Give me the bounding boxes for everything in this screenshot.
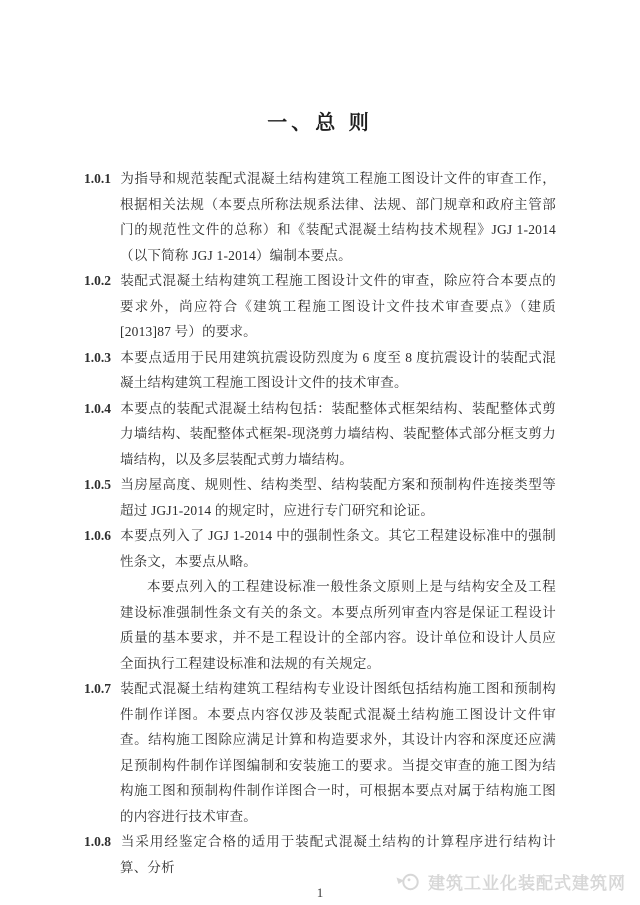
clause-text: 本要点的装配式混凝土结构包括：装配整体式框架结构、装配整体式剪力墙结构、装配整体式框架-现浇剪力墙结构、装配整体式部分框支剪力墙结构，以及多层装配式剪力墙结构。 [120,400,556,467]
clause-number: 1.0.2 [84,273,111,288]
bird-logo-icon [395,871,421,893]
clause-number: 1.0.1 [84,171,111,186]
clause-number: 1.0.8 [84,834,111,849]
clause-1.0.2 [84,268,556,345]
clause-text: 装配式混凝土结构建筑工程施工图设计文件的审查，除应符合本要点的要求外，尚应符合《建筑工程施工图设计文件技术审查要点》（建质[2013]87 号）的要求。 [120,273,556,339]
clause-text: 本要点列入了 JGJ 1-2014 中的强制性条文。其它工程建设标准中的强制性条文，本要点从略。 [120,528,556,569]
clause-text: 装配式混凝土结构建筑工程结构专业设计图纸包括结构施工图和预制构件制作详图。本要点内容仅涉及装配式混凝土结构施工图设计文件审查。结构施工图除应满足计算和构造要求外，其设计内容和深度还应满足预制构件制作详图编制和安装施工的要求。当提交审查的施工图为结构施工图和预制构件制作详图合一时，可根据本要点对属于结构施工图的内容进行技术审查。 [120,681,556,824]
watermark-text: 建筑工业化装配式建筑网 [428,874,626,893]
clause-number: 1.0.4 [84,400,111,416]
clause-text: 为指导和规范装配式混凝土结构建筑工程施工图设计文件的审查工作，根据相关法规（本要点所称法规系法律、法规、部门规章和政府主管部门的规范性文件的总称）和《装配式混凝土结构技术规程》JGJ 1-2014（以下简称 JGJ 1-2014）编制本要点。 [120,171,556,263]
clause-number: 1.0.5 [84,477,111,492]
clause-1.0.5 [84,472,556,523]
page-number: 1 [316,885,324,900]
clause-list [84,166,556,880]
clause-text: 本要点适用于民用建筑抗震设防烈度为 6 度至 8 度抗震设计的装配式混凝土结构建筑工程施工图设计文件的技术审查。 [120,349,556,390]
clause-text: 当采用经鉴定合格的适用于装配式混凝土结构的计算程序进行结构计算、分析 [120,834,556,875]
clause-1.0.6 [84,523,556,574]
clause-subparagraph: 本要点列入的工程建设标准一般性条文原则上是与结构安全及工程建设标准强制性条文有关的条文。本要点所列审查内容是保证工程设计质量的基本要求，并不是工程设计的全部内容。设计单位和设计人员应全面执行工程建设标准和法规的有关规定。 [120,579,556,671]
page-title: 一、总 则 [267,112,373,134]
clause-1.0.3 [84,345,556,396]
clause-number: 1.0.7 [84,681,111,696]
clause-1.0.1 [84,166,556,268]
clause-1.0.7 [84,676,556,829]
clause-text: 当房屋高度、规则性、结构类型、结构装配方案和预制构件连接类型等超过 JGJ1-2014 的规定时，应进行专门研究和论证。 [120,477,556,518]
site-watermark [395,869,626,894]
clause-number: 1.0.3 [84,349,111,365]
clause-1.0.4 [84,396,556,473]
clause-number: 1.0.6 [84,528,111,543]
